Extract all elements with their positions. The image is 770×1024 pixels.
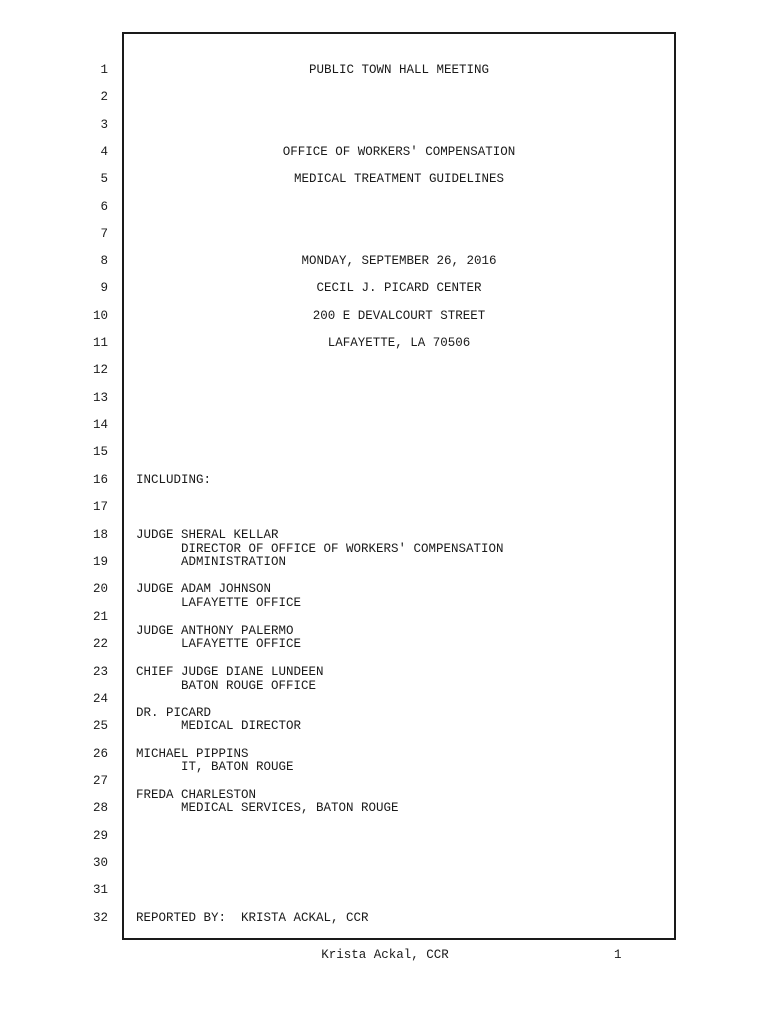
meeting-title: PUBLIC TOWN HALL MEETING — [308, 63, 490, 77]
participant-name: JUDGE ADAM JOHNSON — [136, 582, 272, 596]
line-number: 6 — [100, 200, 108, 214]
participant-name: CHIEF JUDGE DIANE LUNDEEN — [136, 665, 324, 679]
line-number: 10 — [92, 309, 108, 323]
line-number: 24 — [92, 692, 108, 706]
participant-role: BATON ROUGE OFFICE — [181, 679, 317, 693]
line-number: 17 — [92, 500, 108, 514]
participant-name: FREDA CHARLESTON — [136, 788, 257, 802]
office-title: OFFICE OF WORKERS' COMPENSATION — [282, 145, 516, 159]
including-label: INCLUDING: — [136, 473, 212, 487]
line-number: 29 — [92, 829, 108, 843]
line-number: 15 — [92, 445, 108, 459]
venue-street: 200 E DEVALCOURT STREET — [312, 309, 486, 323]
venue-name: CECIL J. PICARD CENTER — [316, 281, 482, 295]
line-number: 28 — [92, 801, 108, 815]
participant-role: LAFAYETTE OFFICE — [181, 637, 302, 651]
line-number: 2 — [100, 90, 108, 104]
line-number: 13 — [92, 391, 108, 405]
line-number: 4 — [100, 145, 108, 159]
line-number: 23 — [92, 665, 108, 679]
line-number: 19 — [92, 555, 108, 569]
participant-role: MEDICAL SERVICES, BATON ROUGE — [181, 801, 399, 815]
participant-role: IT, BATON ROUGE — [181, 760, 294, 774]
footer-page-number: 1 — [614, 948, 622, 962]
participant-role: LAFAYETTE OFFICE — [181, 596, 302, 610]
participant-name: MICHAEL PIPPINS — [136, 747, 249, 761]
line-number: 31 — [92, 883, 108, 897]
line-number: 3 — [100, 118, 108, 132]
subject-title: MEDICAL TREATMENT GUIDELINES — [293, 172, 505, 186]
line-number: 1 — [100, 63, 108, 77]
participant-name: JUDGE SHERAL KELLAR — [136, 528, 279, 542]
line-number: 14 — [92, 418, 108, 432]
line-number: 32 — [92, 911, 108, 925]
line-number: 25 — [92, 719, 108, 733]
line-number: 7 — [100, 227, 108, 241]
participant-role: MEDICAL DIRECTOR — [181, 719, 302, 733]
line-number: 21 — [92, 610, 108, 624]
line-number: 18 — [92, 528, 108, 542]
participant-role: ADMINISTRATION — [181, 555, 287, 569]
line-number: 11 — [92, 336, 108, 350]
line-number: 22 — [92, 637, 108, 651]
line-number: 20 — [92, 582, 108, 596]
line-number: 26 — [92, 747, 108, 761]
participant-name: JUDGE ANTHONY PALERMO — [136, 624, 294, 638]
reported-by: REPORTED BY: KRISTA ACKAL, CCR — [136, 911, 369, 925]
participant-role: DIRECTOR OF OFFICE OF WORKERS' COMPENSATION — [181, 542, 504, 556]
participant-name: DR. PICARD — [136, 706, 212, 720]
line-number: 30 — [92, 856, 108, 870]
line-number: 12 — [92, 363, 108, 377]
meeting-date: MONDAY, SEPTEMBER 26, 2016 — [301, 254, 497, 268]
footer-reporter: Krista Ackal, CCR — [321, 948, 449, 962]
line-number: 5 — [100, 172, 108, 186]
line-number: 8 — [100, 254, 108, 268]
line-number: 16 — [92, 473, 108, 487]
line-number: 27 — [92, 774, 108, 788]
line-number: 9 — [100, 281, 108, 295]
venue-city: LAFAYETTE, LA 70506 — [327, 336, 471, 350]
